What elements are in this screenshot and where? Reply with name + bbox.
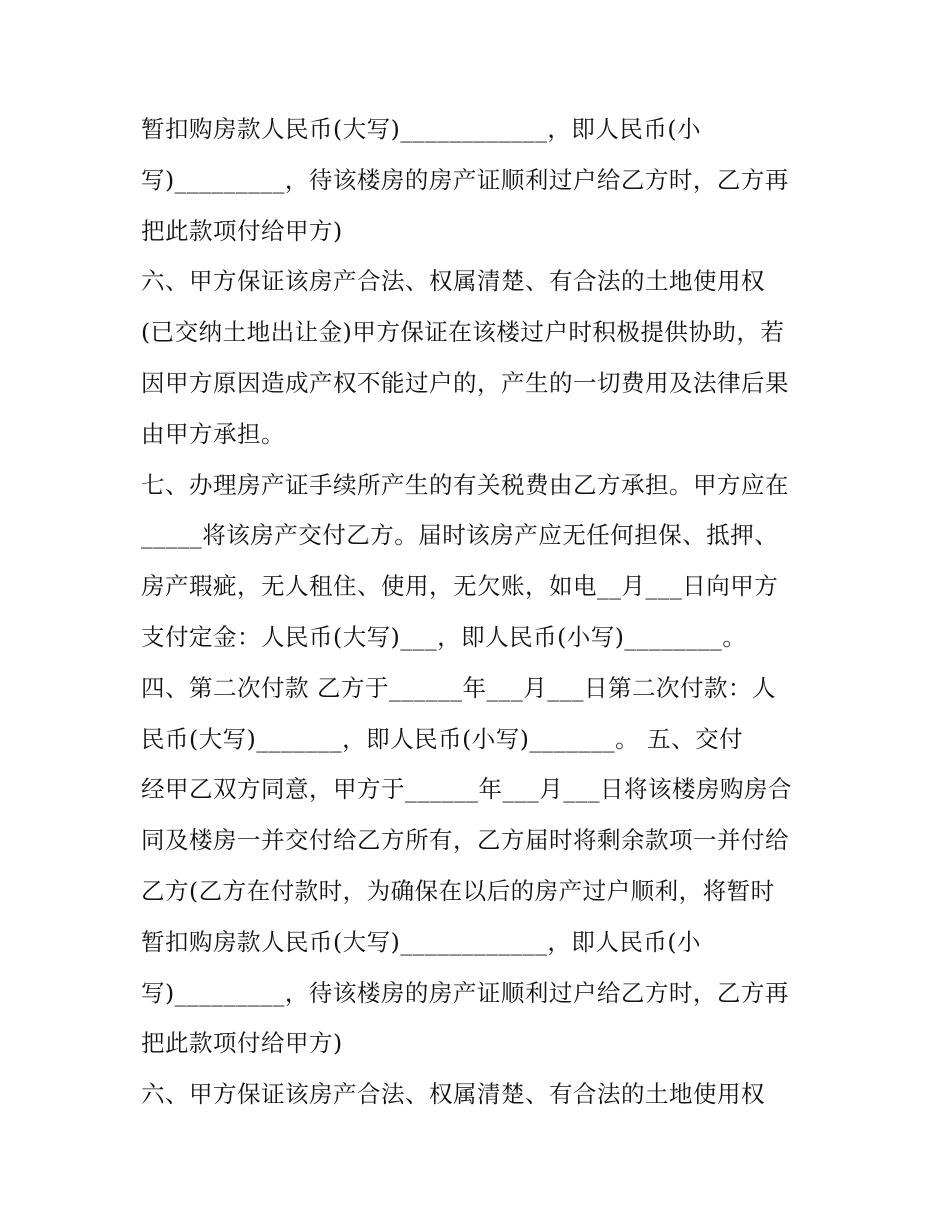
text-line: 支付定金：人民币(大写)___，即人民币(小写)________。: [141, 622, 747, 651]
text-line: 七、办理房产证手续所产生的有关税费由乙方承担。甲方应在: [141, 470, 789, 499]
text-line: 由甲方承担。: [141, 419, 285, 448]
text-line: 同及楼房一并交付给乙方所有，乙方届时将剩余款项一并付给: [141, 826, 789, 855]
text-line: 六、甲方保证该房产合法、权属清楚、有合法的土地使用权: [141, 267, 765, 296]
text-line: 四、第二次付款 乙方于______年___月___日第二次付款：人: [141, 673, 776, 702]
text-line: 写)_________，待该楼房的房产证顺利过户给乙方时，乙方再: [141, 978, 789, 1007]
text-line: 房产瑕疵，无人租住、使用，无欠账，如电__月___日向甲方: [141, 572, 779, 601]
text-line: 六、甲方保证该房产合法、权属清楚、有合法的土地使用权: [141, 1080, 765, 1109]
text-line: 因甲方原因造成产权不能过户的，产生的一切费用及法律后果: [141, 368, 789, 397]
text-line: _____将该房产交付乙方。届时该房产应无任何担保、抵押、: [141, 521, 779, 550]
contract-body: [141, 104, 831, 1120]
text-line: 把此款项付给甲方): [141, 216, 343, 245]
text-line: 民币(大写)_______，即人民币(小写)_______。 五、交付: [141, 724, 744, 753]
text-line: 经甲乙双方同意，甲方于______年___月___日将该楼房购房合: [141, 775, 792, 804]
text-line: 把此款项付给甲方): [141, 1029, 343, 1058]
text-line: 乙方(乙方在付款时，为确保在以后的房产过户顺利，将暂时: [141, 876, 775, 905]
text-line: 暂扣购房款人民币(大写)____________，即人民币(小: [141, 927, 702, 956]
text-line: 写)_________，待该楼房的房产证顺利过户给乙方时，乙方再: [141, 165, 789, 194]
text-line: (已交纳土地出让金)甲方保证在该楼过户时积极提供协助，若: [141, 318, 785, 347]
text-line: 暂扣购房款人民币(大写)____________，即人民币(小: [141, 115, 702, 143]
